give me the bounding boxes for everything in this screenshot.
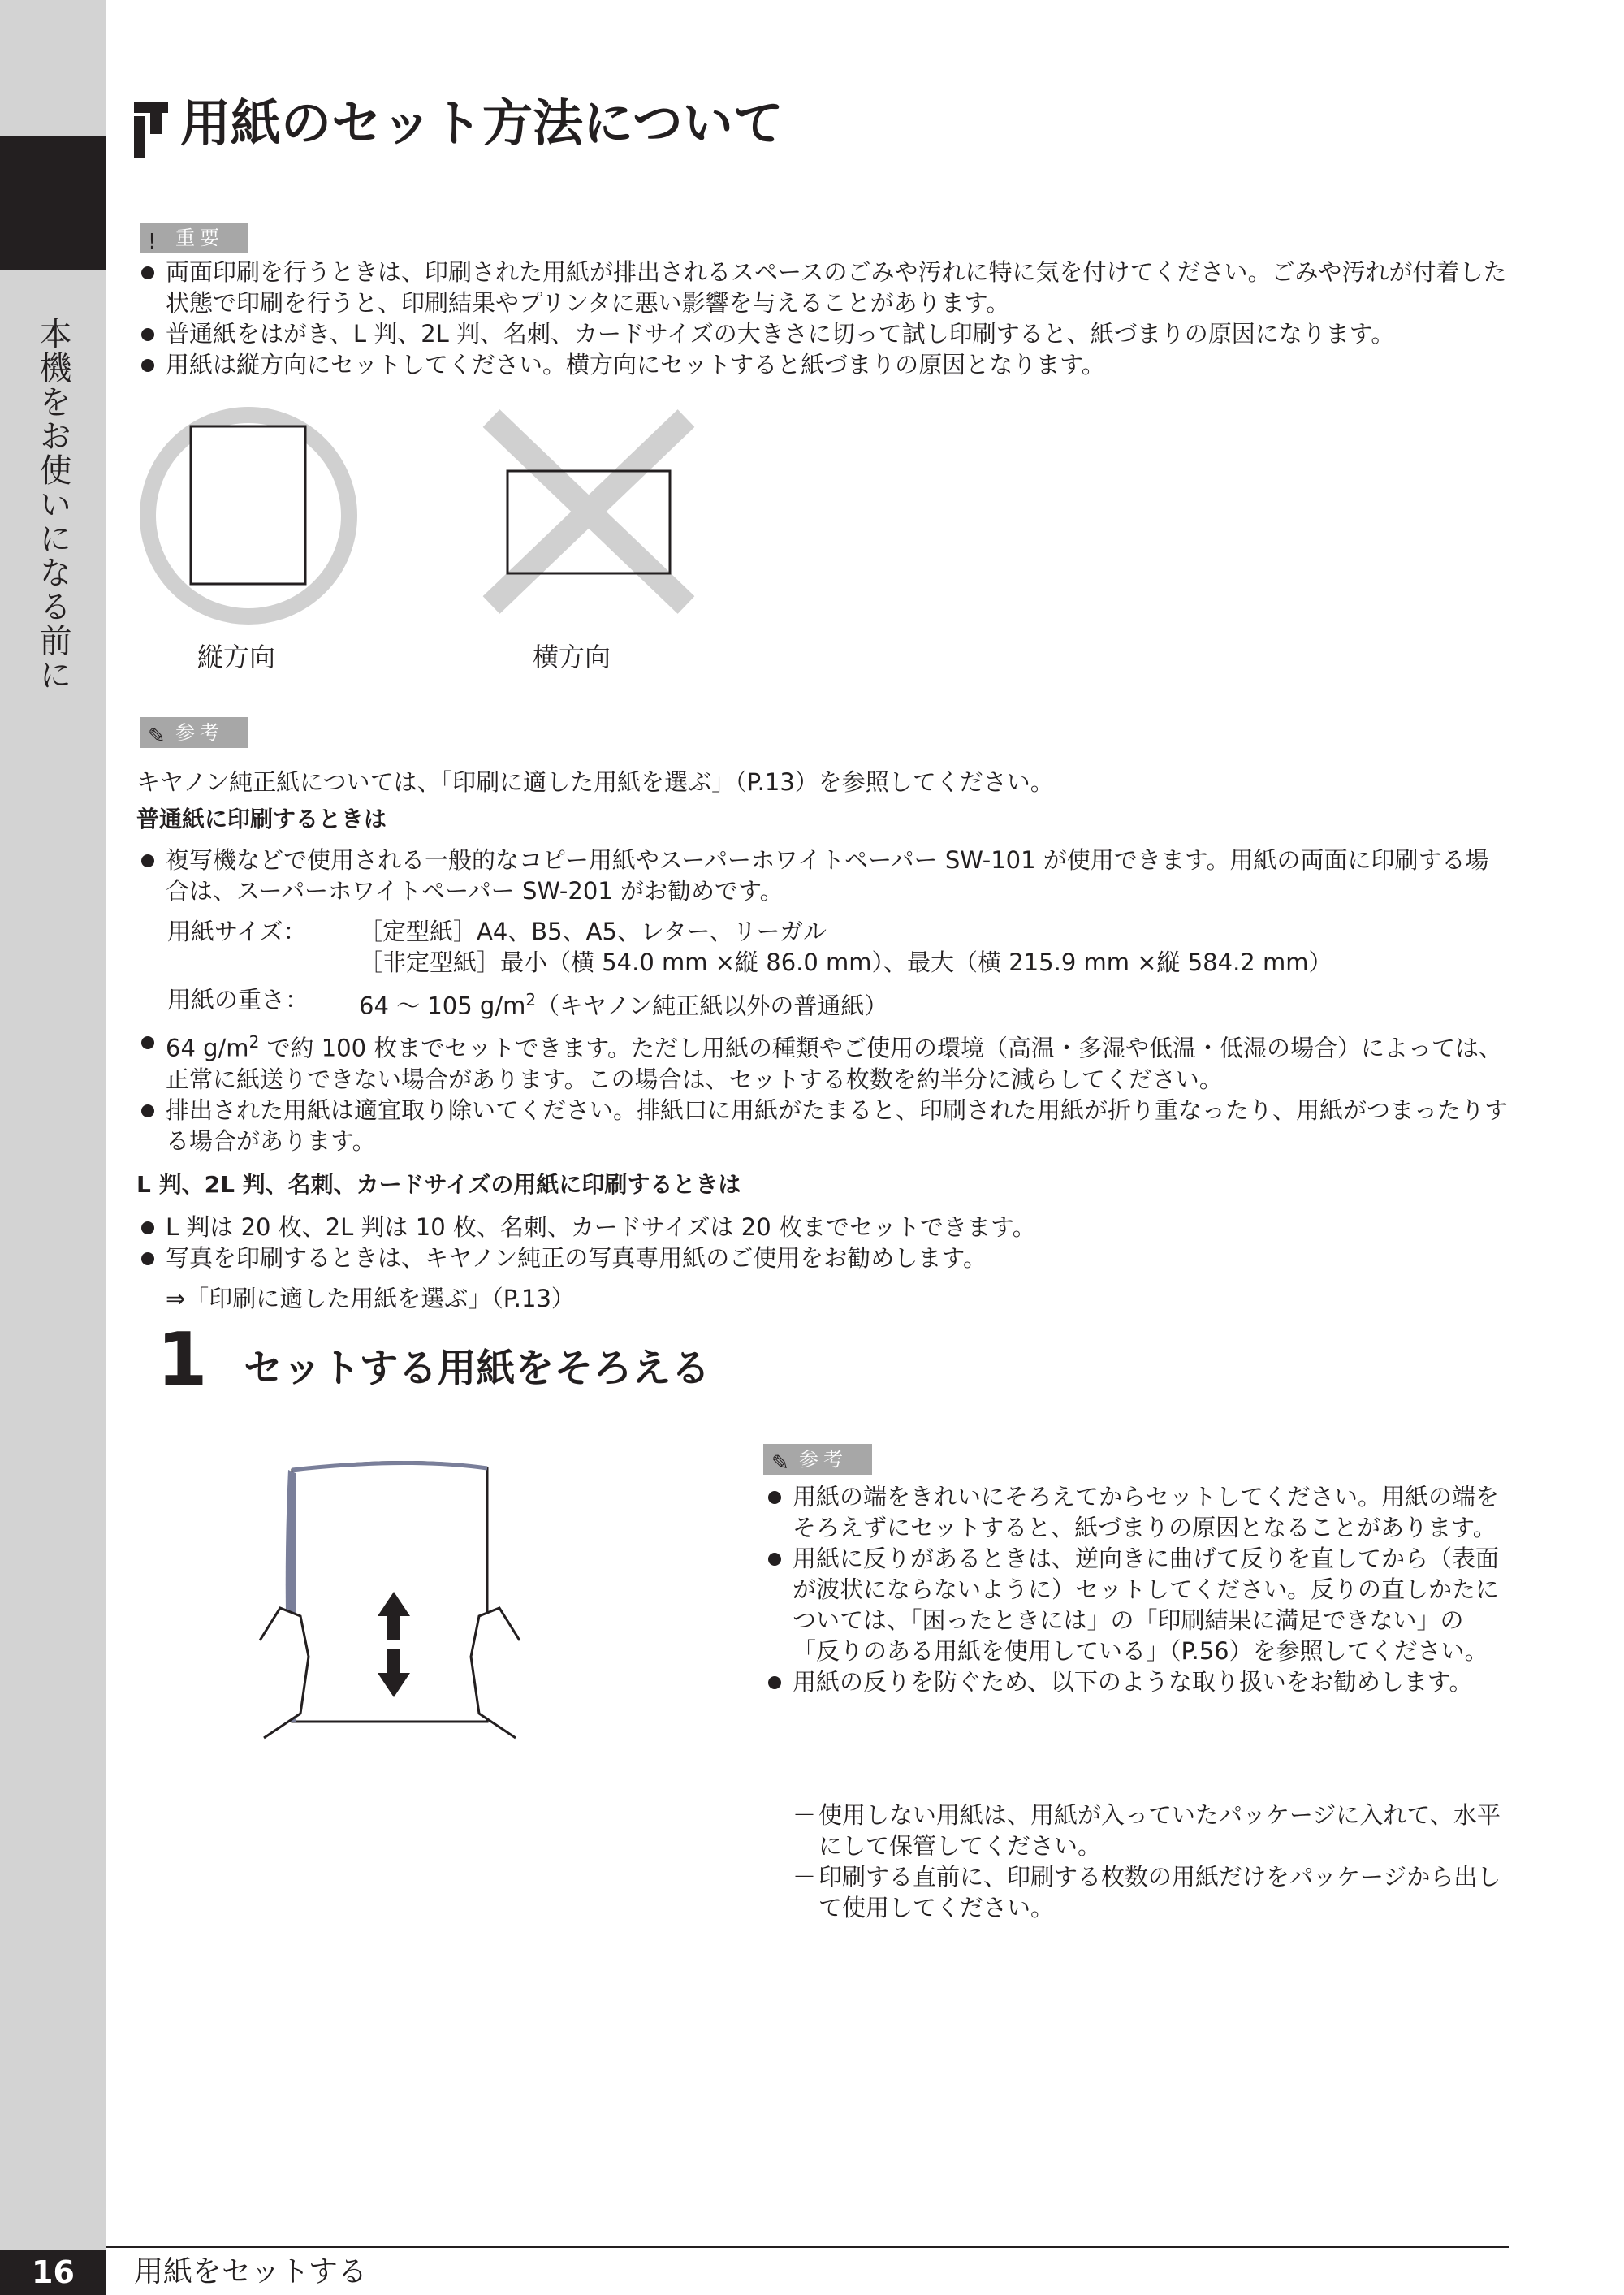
spec-label: 用紙サイズ： bbox=[167, 918, 307, 945]
reference-badge bbox=[140, 717, 248, 748]
step-title: セットする用紙をそろえる bbox=[244, 1346, 710, 1391]
step-number: 1 bbox=[157, 1317, 208, 1402]
reference-badge-label: 参考 bbox=[799, 1448, 848, 1471]
page-number: 16 bbox=[0, 2250, 106, 2295]
footer-section-title: 用紙をセットする bbox=[134, 2255, 367, 2289]
list-item: 64 $g/m^2$ で約 100 枚までセットできます。ただし用紙の種類やご使用の環境（高温・多湿や低温・低湿の場合）によっては、正常に紙送りできない場合があります。この場合は、セットする枚数を約半分に減らしてください。 bbox=[136, 1026, 1509, 1095]
plain-paper-notes bbox=[136, 1026, 1509, 1156]
important-badge-label: 重要 bbox=[175, 227, 224, 249]
spec-label: 用紙の重さ： bbox=[167, 986, 309, 1014]
reference-link[interactable]: ⇒「印刷に適した用紙を選ぶ」（P.13） bbox=[166, 1285, 575, 1312]
ng-cross-icon bbox=[479, 406, 698, 617]
footer-divider bbox=[106, 2246, 1509, 2248]
list-item: 複写機などで使用される一般的なコピー用紙やスーパーホワイトペーパー SW-101 が使用できます。用紙の両面に印刷する場合は、スーパーホワイトペーパー SW-201 がお勧めです。 bbox=[136, 845, 1509, 906]
list-item: L 判は 20 枚、2L 判は 10 枚、名刺、カードサイズは 20 枚までセットできます。 bbox=[136, 1212, 1509, 1243]
list-item: 両面印刷を行うときは、印刷された用紙が排出されるスペースのごみや汚れに特に気を付けてください。ごみや汚れが付着した状態で印刷を行うと、印刷結果やプリンタに悪い影響を与えることがあります。 bbox=[136, 257, 1509, 318]
list-item: 用紙は縦方向にセットしてください。横方向にセットすると紙づまりの原因となります。 bbox=[136, 349, 1509, 380]
spec-value: 64 ～ 105 $g/m^2$（キヤノン純正紙以外の普通紙） bbox=[359, 990, 888, 1020]
list-item: － 印刷する直前に、印刷する枚数の用紙だけをパッケージから出して使用してください。 bbox=[793, 1861, 1507, 1923]
reference-sub-list bbox=[793, 1800, 1507, 1923]
important-list bbox=[136, 257, 1509, 380]
list-item: 普通紙をはがき、L 判、2L 判、名刺、カードサイズの大きさに切って試し印刷すると、紙づまりの原因になります。 bbox=[136, 318, 1509, 349]
paper-weight-spec bbox=[167, 984, 1509, 1020]
reference-list bbox=[763, 1481, 1506, 1697]
reference-badge-label: 参考 bbox=[175, 721, 224, 744]
reference-badge-2 bbox=[763, 1444, 872, 1475]
paper-size-spec bbox=[167, 916, 1509, 978]
spec-value: ［定型紙］A4、B5、A5、レター、リーガル bbox=[359, 918, 827, 945]
plain-paper-heading: 普通紙に印刷するときは bbox=[136, 806, 387, 832]
plain-paper-list bbox=[136, 845, 1509, 906]
paper-hands-illustration bbox=[244, 1446, 552, 1754]
chapter-label: 本機をお使いになる前に bbox=[34, 317, 71, 692]
small-paper-list bbox=[136, 1212, 1509, 1273]
ok-circle-icon bbox=[136, 406, 372, 625]
list-item: 用紙に反りがあるときは、逆向きに曲げて反りを直してから（表面が波状にならないように）セットしてください。反りの直しかたについては、「困ったときには」の「印刷結果に満足できない」の「反りのある用紙を使用している」（P.56）を参照してください。 bbox=[763, 1543, 1506, 1666]
reference-icon: ✎ bbox=[771, 1451, 794, 1476]
list-item: 用紙の反りを防ぐため、以下のような取り扱いをお勧めします。 bbox=[763, 1666, 1506, 1697]
reference-icon: ✎ bbox=[148, 724, 171, 749]
page-title: 用紙のセット方法について bbox=[180, 93, 784, 153]
reference-text: キヤノン純正紙については、「印刷に適した用紙を選ぶ」（P.13）を参照してください。 bbox=[136, 768, 1054, 796]
list-item: 写真を印刷するときは、キヤノン純正の写真専用紙のご使用をお勧めします。 bbox=[136, 1243, 1509, 1273]
small-paper-heading: L 判、2L 判、名刺、カードサイズの用紙に印刷するときは bbox=[136, 1171, 741, 1198]
portrait-caption: 縦方向 bbox=[197, 642, 276, 672]
landscape-caption: 横方向 bbox=[533, 642, 611, 672]
spec-value: ［非定型紙］最小（横 54.0 mm ×縦 86.0 mm）、最大（横 215.9 mm ×縦 584.2 mm） bbox=[359, 949, 1332, 976]
side-tab-marker bbox=[0, 136, 106, 270]
list-item: 排出された用紙は適宜取り除いてください。排紙口に用紙がたまると、印刷された用紙が折り重なったり、用紙がつまったりする場合があります。 bbox=[136, 1095, 1509, 1156]
title-mark-icon bbox=[134, 102, 168, 158]
important-badge bbox=[140, 223, 248, 253]
list-item: － 使用しない用紙は、用紙が入っていたパッケージに入れて、水平にして保管してください。 bbox=[793, 1800, 1507, 1861]
important-icon: ! bbox=[148, 230, 162, 254]
list-item: 用紙の端をきれいにそろえてからセットしてください。用紙の端をそろえずにセットすると、紙づまりの原因となることがあります。 bbox=[763, 1481, 1506, 1543]
